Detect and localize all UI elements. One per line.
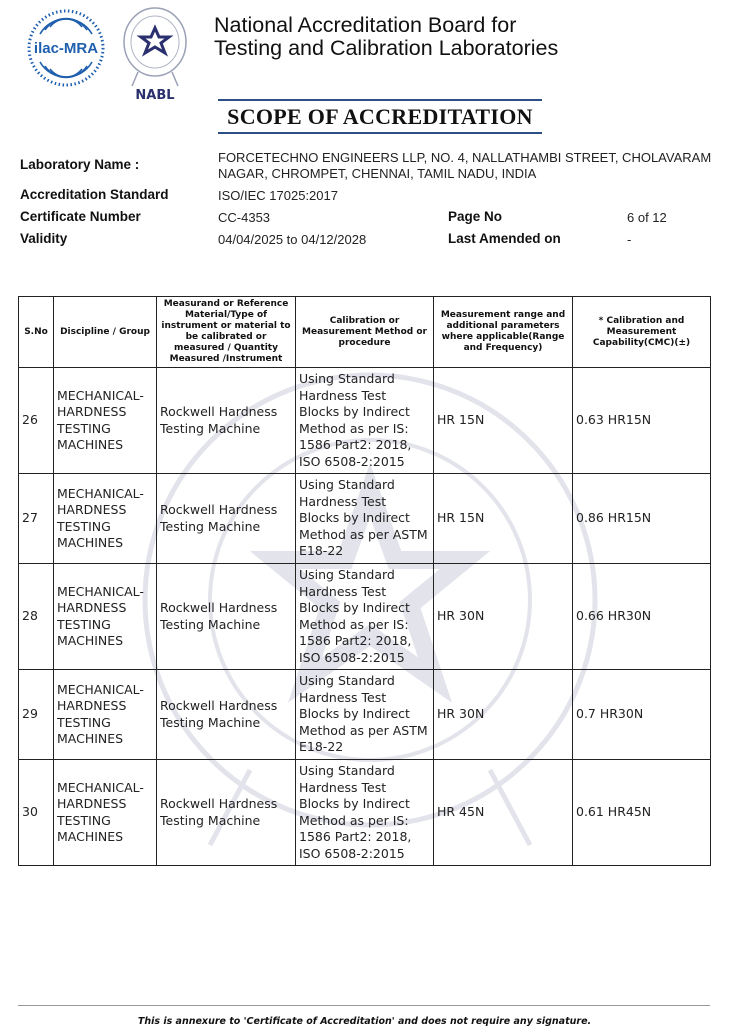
cell-sno: 30 <box>19 760 54 866</box>
col-header-cmc: * Calibration and Measurement Capability(CMC)(±) <box>573 297 711 368</box>
page-title: SCOPE OF ACCREDITATION <box>227 104 533 129</box>
cell-range: HR 15N <box>434 474 573 564</box>
table-row <box>19 474 711 564</box>
validity-value: 04/04/2025 to 04/12/2028 <box>218 232 367 247</box>
table-row <box>19 368 711 474</box>
table-row <box>19 670 711 760</box>
cell-sno: 27 <box>19 474 54 564</box>
cell-range: HR 30N <box>434 670 573 760</box>
amended-value: - <box>627 232 632 247</box>
validity-label: Validity <box>20 231 68 246</box>
footer-note: This is annexure to 'Certificate of Accreditation' and does not require any signature. <box>137 1016 592 1027</box>
standard-label: Accreditation Standard <box>20 187 169 202</box>
table-row <box>19 564 711 670</box>
page-label: Page No <box>448 209 503 224</box>
table-row <box>19 760 711 866</box>
cell-sno: 28 <box>19 564 54 670</box>
cell-measurand: Rockwell Hardness Testing Machine <box>157 670 296 760</box>
lab-name-line1: FORCETECHNO ENGINEERS LLP, NO. 4, NALLATHAMBI STREET, CHOLAVARAM <box>218 150 712 165</box>
cell-cmc: 0.61 HR45N <box>573 760 711 866</box>
col-header-range: Measurement range and additional parameters where applicable(Range and Frequency) <box>434 297 573 368</box>
amended-label: Last Amended on <box>448 231 561 246</box>
org-title-line2: Testing and Calibration Laboratories <box>214 36 559 60</box>
org-title-line1: National Accreditation Board for <box>214 13 517 37</box>
scope-bottom-rule <box>218 132 542 134</box>
table-header-row <box>19 297 711 368</box>
cell-method: Using Standard Hardness Test Blocks by Indirect Method as per IS: 1586 Part2: 2018, ISO 6508-2:2015 <box>296 564 434 670</box>
standard-value: ISO/IEC 17025:2017 <box>218 188 338 203</box>
cell-measurand: Rockwell Hardness Testing Machine <box>157 474 296 564</box>
footer-divider <box>18 1005 710 1006</box>
cell-cmc: 0.66 HR30N <box>573 564 711 670</box>
scope-table <box>18 296 711 866</box>
nabl-logo <box>120 6 190 102</box>
lab-name-value <box>218 150 718 182</box>
cell-discipline: MECHANICAL- HARDNESS TESTING MACHINES <box>54 670 157 760</box>
page-value: 6 of 12 <box>627 210 667 225</box>
cell-measurand: Rockwell Hardness Testing Machine <box>157 564 296 670</box>
cell-method: Using Standard Hardness Test Blocks by Indirect Method as per IS: 1586 Part2: 2018, ISO 6508-2:2015 <box>296 368 434 474</box>
cell-cmc: 0.86 HR15N <box>573 474 711 564</box>
col-header-measurand: Measurand or Reference Material/Type of instrument or material to be calibrated or measured / Quantity Measured /Instrument <box>157 297 296 368</box>
col-header-sno: S.No <box>19 297 54 368</box>
svg-text:NABL: NABL <box>135 88 175 102</box>
cell-discipline: MECHANICAL- HARDNESS TESTING MACHINES <box>54 474 157 564</box>
lab-name-label: Laboratory Name : <box>20 157 140 172</box>
cell-discipline: MECHANICAL- HARDNESS TESTING MACHINES <box>54 368 157 474</box>
scope-top-rule <box>218 99 542 101</box>
org-title <box>214 14 558 60</box>
cell-range: HR 45N <box>434 760 573 866</box>
ilac-mra-emblem-icon <box>26 8 106 88</box>
cell-measurand: Rockwell Hardness Testing Machine <box>157 760 296 866</box>
cell-discipline: MECHANICAL- HARDNESS TESTING MACHINES <box>54 760 157 866</box>
ilac-mra-logo <box>26 8 106 88</box>
certificate-label: Certificate Number <box>20 209 141 224</box>
cell-sno: 26 <box>19 368 54 474</box>
cell-range: HR 30N <box>434 564 573 670</box>
col-header-method: Calibration or Measurement Method or procedure <box>296 297 434 368</box>
cell-cmc: 0.7 HR30N <box>573 670 711 760</box>
cell-method: Using Standard Hardness Test Blocks by Indirect Method as per ASTM E18-22 <box>296 474 434 564</box>
svg-text:ilac-MRA: ilac-MRA <box>33 40 99 57</box>
certificate-value: CC-4353 <box>218 210 271 225</box>
lab-name-line2: NAGAR, CHROMPET, CHENNAI, TAMIL NADU, INDIA <box>218 166 537 181</box>
scope-title-block <box>218 99 542 135</box>
cell-sno: 29 <box>19 670 54 760</box>
cell-measurand: Rockwell Hardness Testing Machine <box>157 368 296 474</box>
col-header-discipline: Discipline / Group <box>54 297 157 368</box>
cell-cmc: 0.63 HR15N <box>573 368 711 474</box>
cell-method: Using Standard Hardness Test Blocks by Indirect Method as per ASTM E18-22 <box>296 670 434 760</box>
cell-discipline: MECHANICAL- HARDNESS TESTING MACHINES <box>54 564 157 670</box>
nabl-emblem-icon <box>120 6 190 102</box>
cell-range: HR 15N <box>434 368 573 474</box>
cell-method: Using Standard Hardness Test Blocks by Indirect Method as per IS: 1586 Part2: 2018, ISO 6508-2:2015 <box>296 760 434 866</box>
